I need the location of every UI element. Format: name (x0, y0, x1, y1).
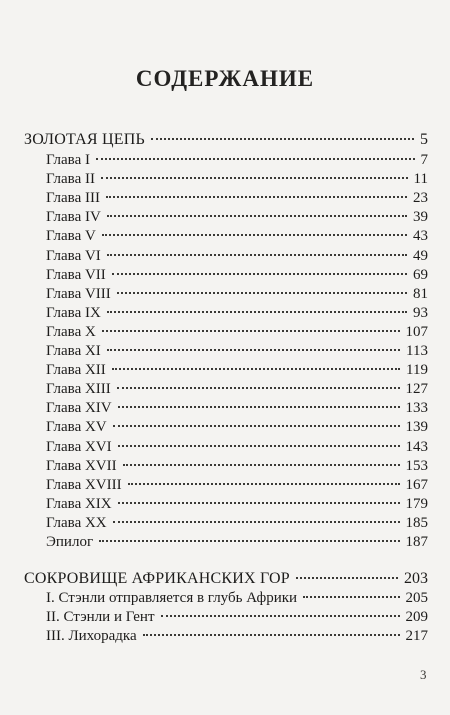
toc-entry (46, 588, 428, 608)
page-ref: 39 (413, 209, 428, 225)
dot-leader (117, 292, 407, 294)
toc-entry (46, 607, 428, 627)
page-ref: 11 (413, 171, 428, 187)
page-ref: 49 (413, 248, 428, 264)
chapter-title: Глава XI (46, 343, 101, 359)
dot-leader (151, 138, 414, 140)
dot-leader (123, 464, 400, 466)
chapter-title: Глава XV (46, 419, 107, 435)
dot-leader (118, 502, 400, 504)
toc-section (24, 130, 428, 150)
toc-entry (46, 360, 428, 380)
toc-entry (46, 626, 428, 646)
toc-section (24, 569, 428, 589)
dot-leader (107, 311, 407, 313)
chapter-title: Глава VIII (46, 286, 111, 302)
chapter-title: I. Стэнли отправляется в глубь Африки (46, 590, 298, 606)
page-ref: 127 (405, 381, 428, 397)
page-ref: 81 (413, 286, 428, 302)
chapter-title: Глава XIII (46, 381, 111, 397)
page-ref: 143 (405, 439, 428, 455)
page-ref: 133 (405, 400, 428, 416)
dot-leader (107, 254, 407, 256)
chapter-title: II. Стэнли и Гент (46, 609, 155, 625)
toc-entry (46, 513, 428, 533)
toc-entry (46, 494, 428, 514)
chapter-title: Глава XVII (46, 458, 117, 474)
page-ref: 93 (413, 305, 428, 321)
page-ref: 7 (420, 152, 428, 168)
dot-leader (112, 273, 407, 275)
chapter-title: Глава II (46, 171, 95, 187)
chapter-title: Глава X (46, 324, 96, 340)
page-ref: 209 (405, 609, 428, 625)
chapter-title: Глава I (46, 152, 90, 168)
toc-entry (46, 398, 428, 418)
page-ref: 43 (413, 228, 428, 244)
chapter-title: Глава V (46, 228, 96, 244)
section-title: ЗОЛОТАЯ ЦЕПЬ (24, 131, 145, 148)
chapter-title: Глава IX (46, 305, 101, 321)
dot-leader (107, 215, 407, 217)
toc-entry (46, 150, 428, 170)
chapter-title: Глава III (46, 190, 100, 206)
dot-leader (118, 445, 400, 447)
page-title: СОДЕРЖАНИЕ (135, 66, 315, 91)
toc-entry (46, 169, 428, 189)
page-ref: 185 (405, 515, 428, 531)
dot-leader (101, 177, 408, 179)
dot-leader (118, 406, 400, 408)
page-ref: 205 (405, 590, 428, 606)
toc-entry (46, 341, 428, 361)
page-ref: 5 (420, 131, 428, 148)
toc-entry (46, 265, 428, 285)
page-ref: 217 (405, 628, 428, 644)
toc-entry (46, 188, 428, 208)
toc-entry (46, 437, 428, 457)
chapter-title: Глава XX (46, 515, 107, 531)
dot-leader (102, 234, 407, 236)
page-ref: 167 (405, 477, 428, 493)
chapter-title: Глава XVIII (46, 477, 122, 493)
dot-leader (107, 349, 400, 351)
page-ref: 23 (413, 190, 428, 206)
chapter-title: Эпилог (46, 534, 94, 550)
toc-entry (46, 303, 428, 323)
toc-entry (46, 532, 428, 552)
page-number: 3 (420, 667, 427, 682)
page-ref: 69 (413, 267, 428, 283)
toc-entry (46, 475, 428, 495)
dot-leader (161, 615, 400, 617)
chapter-title: III. Лихорадка (46, 628, 137, 644)
dot-leader (143, 634, 400, 636)
chapter-title: Глава IV (46, 209, 101, 225)
toc-entry (46, 226, 428, 246)
dot-leader (113, 425, 400, 427)
chapter-title: Глава VI (46, 248, 101, 264)
dot-leader (117, 387, 400, 389)
page-ref: 179 (405, 496, 428, 512)
dot-leader (96, 158, 415, 160)
page-ref: 187 (405, 534, 428, 550)
page-ref: 107 (405, 324, 428, 340)
dot-leader (303, 596, 399, 598)
dot-leader (113, 521, 400, 523)
chapter-title: Глава XII (46, 362, 106, 378)
chapter-title: Глава XIX (46, 496, 112, 512)
toc-entry (46, 284, 428, 304)
toc-entry (46, 207, 428, 227)
section-title: СОКРОВИЩЕ АФРИКАНСКИХ ГОР (24, 570, 290, 587)
page-ref: 139 (405, 419, 428, 435)
toc-entry (46, 417, 428, 437)
dot-leader (112, 368, 400, 370)
dot-leader (106, 196, 407, 198)
dot-leader (102, 330, 400, 332)
chapter-title: Глава VII (46, 267, 106, 283)
dot-leader (296, 577, 398, 579)
page-ref: 119 (406, 362, 428, 378)
toc-entry (46, 246, 428, 266)
page-ref: 203 (404, 570, 428, 587)
page-ref: 113 (406, 343, 428, 359)
chapter-title: Глава XIV (46, 400, 112, 416)
toc-entry (46, 322, 428, 342)
toc-entry (46, 456, 428, 476)
page-ref: 153 (405, 458, 428, 474)
chapter-title: Глава XVI (46, 439, 112, 455)
dot-leader (99, 540, 399, 542)
toc-entry (46, 379, 428, 399)
dot-leader (128, 483, 400, 485)
